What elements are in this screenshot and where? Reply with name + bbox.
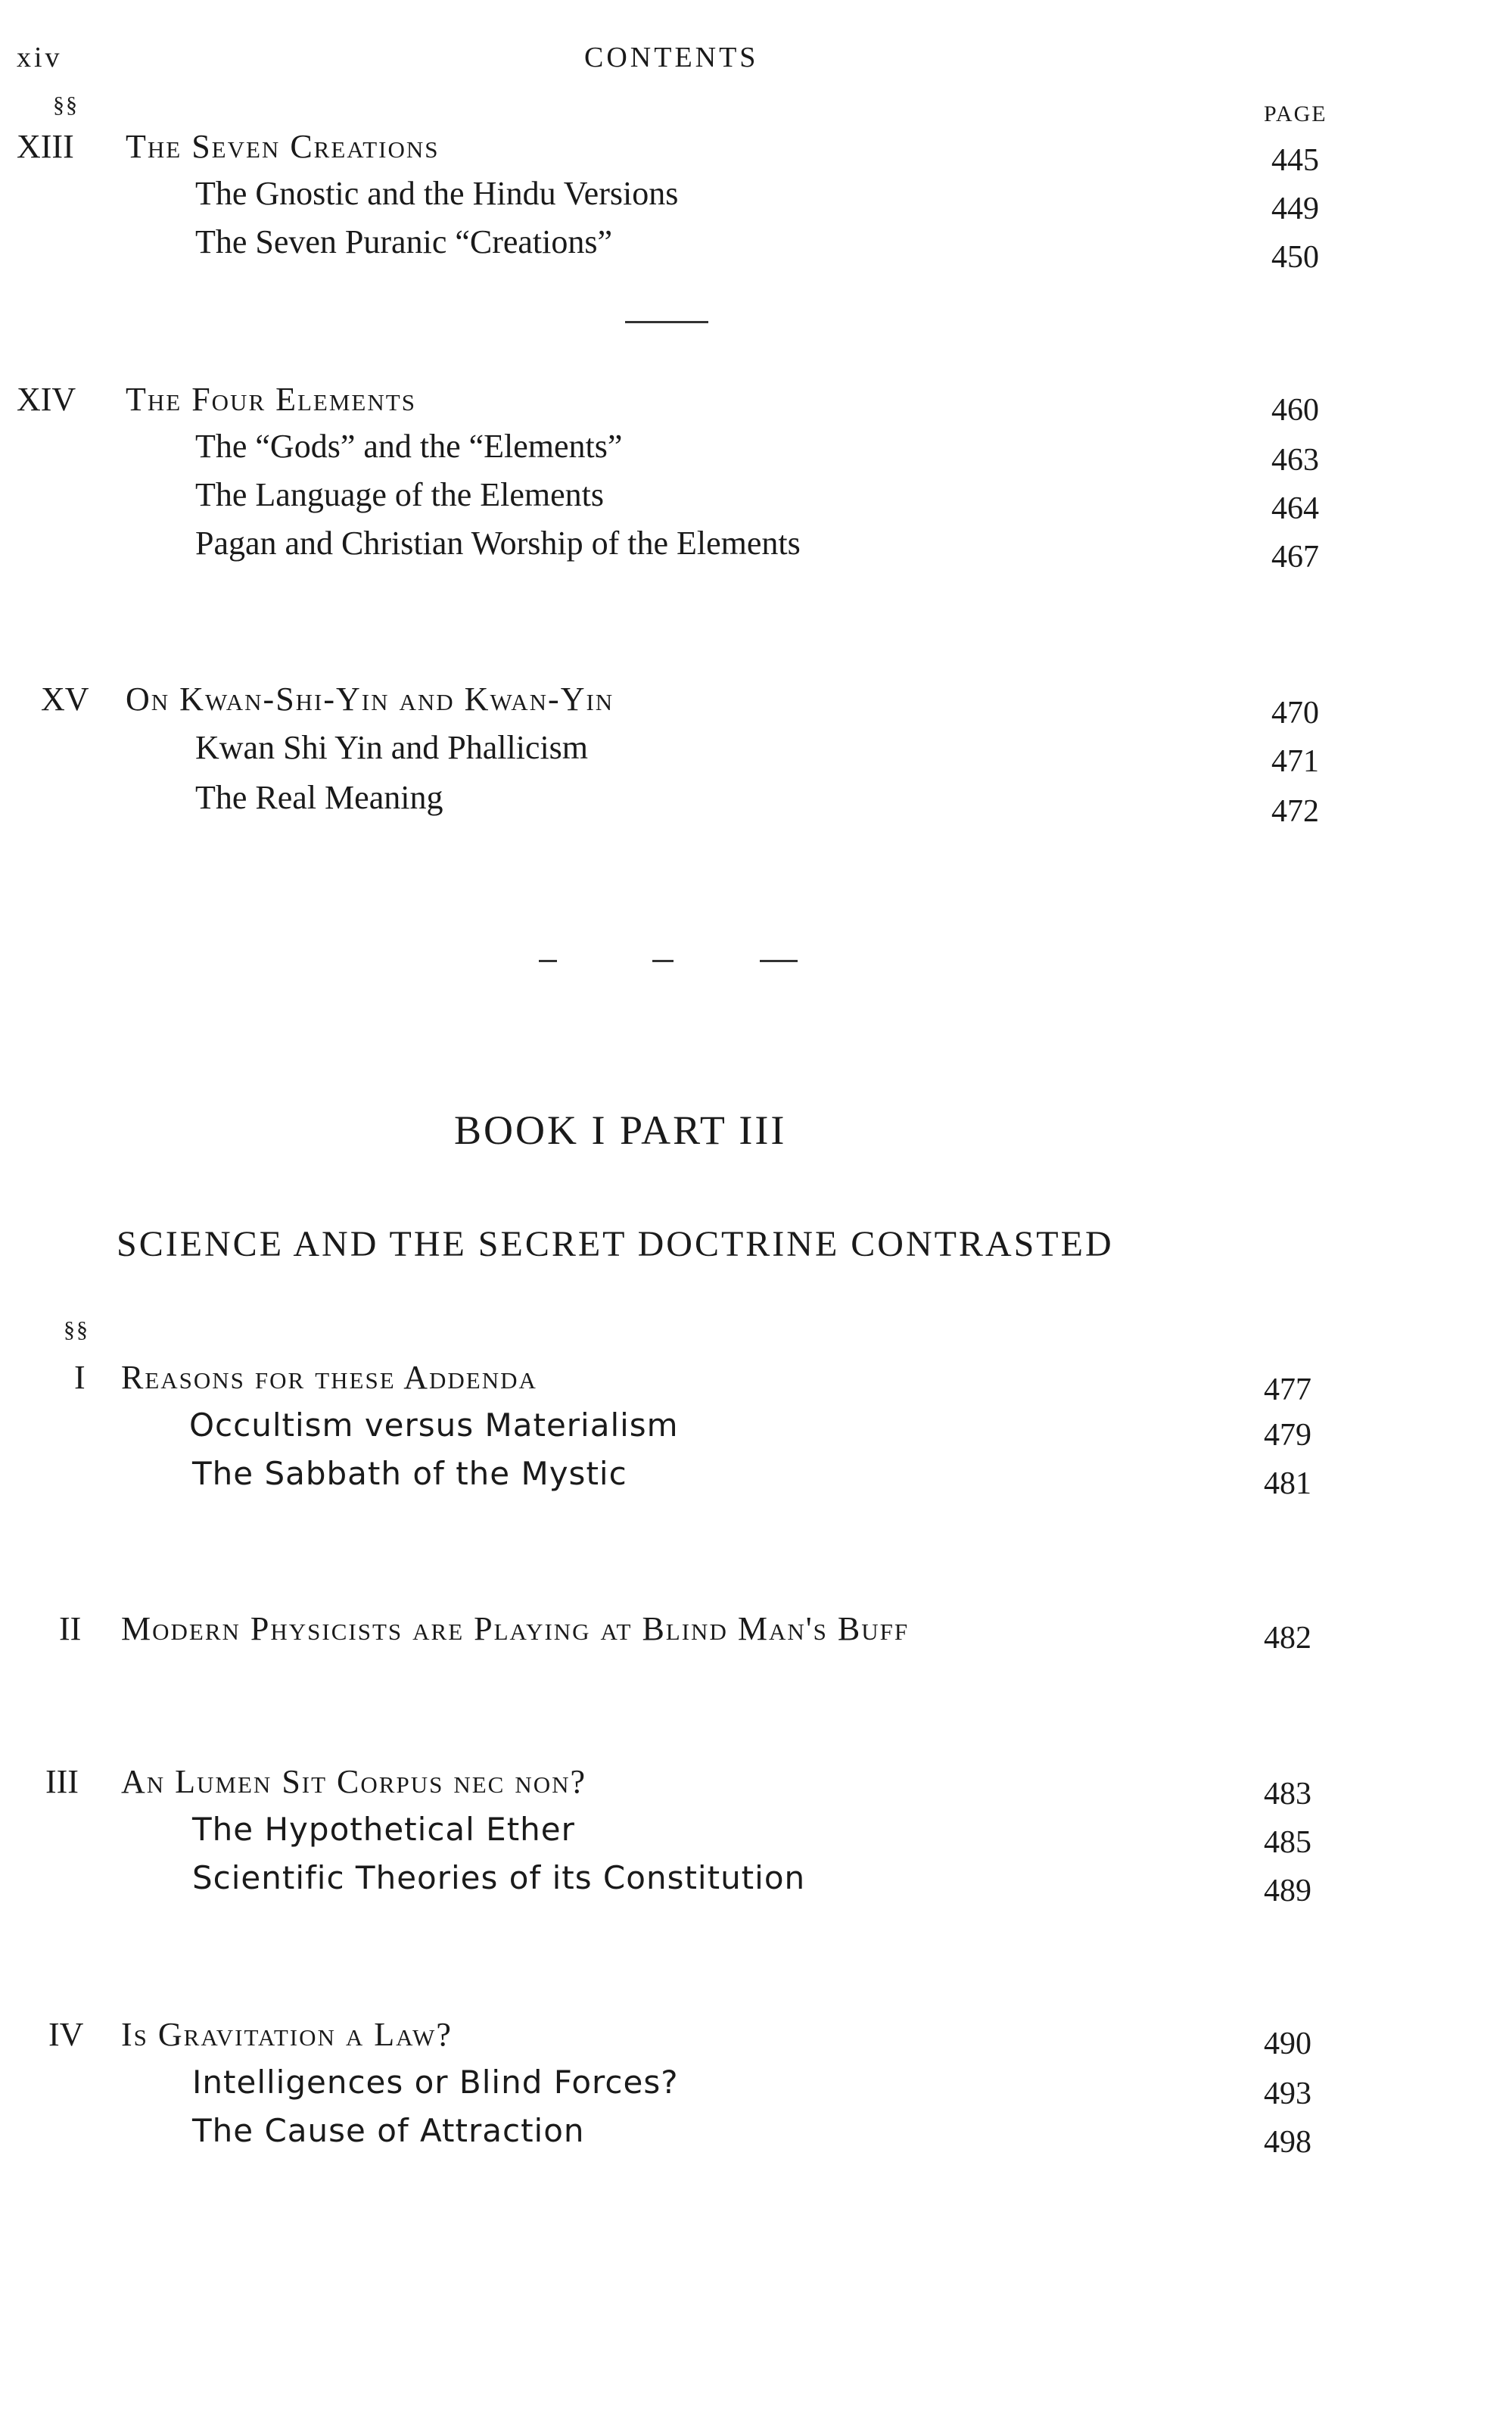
section-number: XIII	[17, 128, 74, 165]
subsection-title[interactable]: The Gnostic and the Hindu Versions	[195, 175, 679, 212]
divider	[539, 960, 557, 962]
page-number: 445	[1271, 143, 1319, 178]
subsection-title[interactable]: The Language of the Elements	[195, 476, 605, 513]
section-number: XV	[41, 681, 89, 718]
page-number: 470	[1271, 696, 1319, 731]
folio-number: xiv	[17, 42, 63, 73]
page-number: 477	[1264, 1372, 1311, 1407]
section-title[interactable]: An Lumen Sit Corpus nec non?	[121, 1763, 587, 1800]
section-number: II	[59, 1610, 82, 1647]
page-number: 481	[1264, 1466, 1311, 1501]
section-number: III	[45, 1763, 79, 1800]
page-number: 460	[1271, 393, 1319, 428]
divider	[760, 960, 798, 962]
page-number: 490	[1264, 2026, 1311, 2061]
section-title[interactable]: Reasons for these Addenda	[121, 1359, 537, 1396]
page-number: 450	[1271, 240, 1319, 275]
page-number: 483	[1264, 1777, 1311, 1812]
page-number: 449	[1271, 192, 1319, 226]
subsection-title[interactable]: The “Gods” and the “Elements”	[195, 428, 623, 465]
subsection-title[interactable]: The Hypothetical Ether	[192, 1811, 575, 1848]
section-number: IV	[48, 2016, 84, 2053]
divider	[625, 321, 708, 323]
page-number: 498	[1264, 2125, 1311, 2160]
part-title: SCIENCE AND THE SECRET DOCTRINE CONTRASTED	[117, 1224, 1114, 1264]
section-marker: §§	[53, 92, 79, 117]
page-number: 485	[1264, 1825, 1311, 1860]
subsection-title[interactable]: Scientific Theories of its Constitution	[192, 1859, 806, 1896]
subsection-title[interactable]: Intelligences or Blind Forces?	[192, 2064, 679, 2101]
section-marker: §§	[64, 1317, 89, 1342]
page-number: 479	[1264, 1418, 1311, 1453]
section-title[interactable]: The Four Elements	[126, 381, 416, 418]
subsection-title[interactable]: The Cause of Attraction	[192, 2112, 585, 2149]
divider	[652, 960, 674, 962]
page-number: 472	[1271, 794, 1319, 829]
subsection-title[interactable]: Kwan Shi Yin and Phallicism	[195, 729, 589, 766]
page-number: 464	[1271, 491, 1319, 526]
page-number: 463	[1271, 443, 1319, 478]
section-title[interactable]: Modern Physicists are Playing at Blind Man's Buff	[121, 1610, 910, 1647]
page-number: 467	[1271, 540, 1319, 575]
section-number: XIV	[17, 381, 76, 418]
subsection-title[interactable]: The Real Meaning	[195, 779, 443, 816]
subsection-title[interactable]: Pagan and Christian Worship of the Elements	[195, 525, 801, 562]
page-number: 482	[1264, 1621, 1311, 1656]
section-number: I	[74, 1359, 86, 1396]
section-title[interactable]: The Seven Creations	[126, 128, 440, 165]
section-title[interactable]: On Kwan-Shi-Yin and Kwan-Yin	[126, 681, 614, 718]
section-title[interactable]: Is Gravitation a Law?	[121, 2016, 453, 2053]
subsection-title[interactable]: The Sabbath of the Mystic	[192, 1455, 627, 1492]
subsection-title[interactable]: The Seven Puranic “Creations”	[195, 223, 613, 260]
page-number: 493	[1264, 2076, 1311, 2111]
running-title: CONTENTS	[584, 42, 759, 73]
page-number: 489	[1264, 1874, 1311, 1908]
page-column-label: PAGE	[1264, 101, 1327, 126]
page-number: 471	[1271, 744, 1319, 779]
book-heading: BOOK I PART III	[454, 1107, 787, 1153]
subsection-title[interactable]: Occultism versus Materialism	[189, 1407, 679, 1444]
